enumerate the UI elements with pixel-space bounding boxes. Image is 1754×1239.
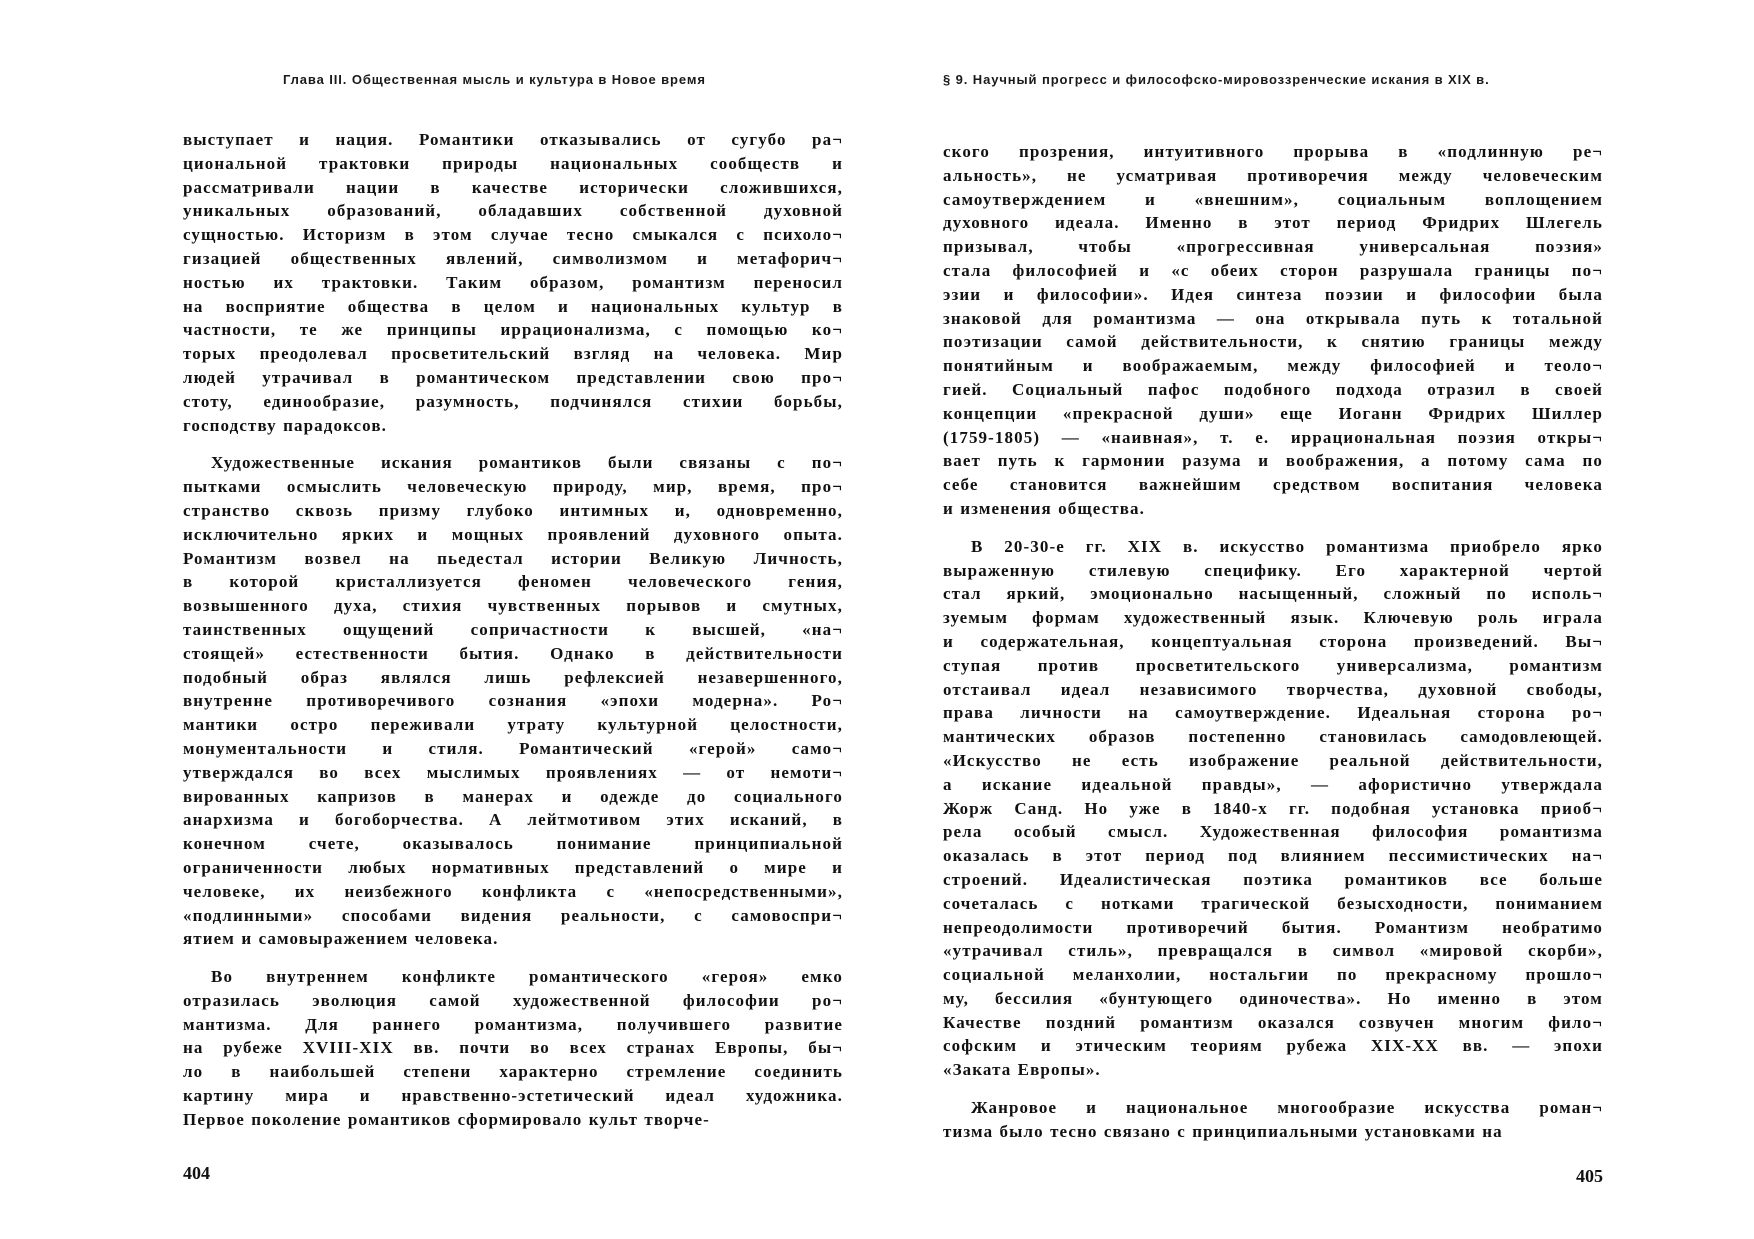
text-line: и содержательная, концептуальная сторона произведений. Вы¬ [943, 631, 1603, 651]
text-line: на восприятие общества в целом и национальных культур в [183, 296, 843, 316]
text-line: знаковой для романтизма — она открывала путь к тотальной [943, 308, 1603, 328]
text-line: на рубеже XVIII-XIX вв. почти во всех странах Европы, бы¬ [183, 1038, 843, 1058]
paragraph [943, 1096, 1603, 1144]
body-text [183, 128, 843, 1146]
text-line: исключительно ярких и мощных проявлений духовного опыта. [183, 524, 843, 544]
text-line: вает путь к гармонии разума и воображения, а потому сама по [943, 451, 1603, 471]
text-line: уникальных образований, обладавших собственной духовной [183, 201, 843, 221]
text-line: торых преодолевал просветительский взгляд на человека. Мир [183, 344, 843, 364]
text-line: ского прозрения, интуитивного прорыва в «подлинную ре¬ [943, 142, 1603, 161]
text-line: в которой кристаллизуется феномен человеческого гения, [183, 572, 843, 592]
left-page [183, 0, 843, 1239]
text-line: рела особый смысл. Художественная философия романтизма [943, 822, 1603, 842]
text-line: ограниченности любых нормативных представлений о мире и [183, 857, 843, 877]
text-line: Романтизм возвел на пьедестал истории Великую Личность, [183, 548, 843, 568]
text-line: возвышенного духа, стихия чувственных порывов и смутных, [183, 596, 843, 616]
text-line: оказалась в этот период под влиянием пессимистических на¬ [943, 846, 1603, 866]
text-line: стал яркий, эмоционально насыщенный, сложный по исполь¬ [943, 584, 1603, 604]
text-line: ло в наибольшей степени характерно стремление соединить [183, 1062, 843, 1082]
text-line: гизацией общественных явлений, символизмом и метафорич¬ [183, 248, 843, 268]
text-line: Качестве поздний романтизм оказался созвучен многим фило¬ [943, 1012, 1603, 1032]
text-line: частности, те же принципы иррационализма, с помощью ко¬ [183, 320, 843, 340]
page-number: 404 [183, 1163, 210, 1183]
text-line: самоутверждением и «внешним», социальным воплощением [943, 189, 1603, 209]
text-line: «утрачивал стиль», превращался в символ «мировой скорби», [943, 941, 1603, 961]
text-line: Жорж Санд. Но уже в 1840-х гг. подобная установка приоб¬ [943, 798, 1603, 818]
text-line: выраженную стилевую специфику. Его характерной чертой [943, 560, 1603, 580]
text-line: людей утрачивал в романтическом представлении свою про¬ [183, 367, 843, 387]
text-line: сущностью. Историзм в этом случае тесно смыкался с психоло¬ [183, 225, 843, 245]
text-line: му, бессилия «бунтующего одиночества». Но именно в этом [943, 988, 1603, 1008]
text-line: отстаивал идеал независимого творчества, духовной свободы, [943, 679, 1603, 699]
text-line: человеке, их неизбежного конфликта с «непосредственными», [183, 881, 843, 901]
text-line: себе становится важнейшим средством воспитания человека [943, 475, 1603, 495]
text-line: гией. Социальный пафос подобного подхода отразил в своей [943, 379, 1603, 399]
text-line: подобный образ являлся лишь рефлексией незавершенного, [183, 667, 843, 687]
text-line: стоту, единообразие, разумность, подчинялся стихии борьбы, [183, 391, 843, 411]
text-line: ятием и самовыражением человека. [183, 929, 499, 949]
text-line: понятийным и воображаемым, между философией и теоло¬ [943, 356, 1603, 376]
text-line: мантики остро переживали утрату культурной целостности, [183, 715, 843, 735]
text-line: (1759-1805) — «наивная», т. е. иррациональная поэзия откры¬ [943, 427, 1603, 447]
text-line: строений. Идеалистическая поэтика романтиков все больше [943, 869, 1603, 889]
text-line: внутренне противоречивого сознания «эпохи модерна». Ро¬ [183, 691, 843, 711]
text-line: рассматривали нации в качестве исторически сложившихся, [183, 177, 843, 197]
text-line: а искание идеальной правды», — афористично утверждала [943, 774, 1603, 794]
right-page [943, 0, 1603, 1239]
text-line: ностью их трактовки. Таким образом, романтизм переносил [183, 272, 843, 292]
text-line: монументальности и стиля. Романтический «герой» само¬ [183, 738, 843, 758]
text-line: вированных капризов в манерах и одежде до социального [183, 786, 843, 806]
text-line: поэтизации самой действительности, к снятию границы между [943, 332, 1603, 352]
text-line: права личности на самоутверждение. Идеальная сторона ро¬ [943, 703, 1603, 723]
running-head: § 9. Научный прогресс и философско-мировоззренческие искания в XIX в. [943, 72, 1490, 87]
paragraph [943, 535, 1603, 1082]
paragraph [183, 965, 843, 1132]
text-line: пытками осмыслить человеческую природу, мир, время, про¬ [183, 477, 843, 497]
text-line: Художественные искания романтиков были связаны с по¬ [211, 453, 843, 473]
paragraph [183, 451, 843, 951]
text-line: социальной меланхолии, ностальгии по прекрасному прошло¬ [943, 965, 1603, 985]
text-line: Во внутреннем конфликте романтического «героя» емко [211, 967, 843, 987]
text-line: отразилась эволюция самой художественной философии ро¬ [183, 990, 843, 1010]
text-line: мантизма. Для раннего романтизма, получившего развитие [183, 1014, 843, 1034]
paragraph [943, 140, 1603, 521]
text-line: зуемым формам художественный язык. Ключевую роль играла [943, 608, 1603, 628]
text-line: господству парадоксов. [183, 415, 387, 435]
text-line: непреодолимости противоречий бытия. Романтизм необратимо [943, 917, 1603, 937]
text-line: Первое поколение романтиков сформировало культ творче- [183, 1109, 710, 1129]
text-line: альность», не усматривая противоречия между человеческим [943, 165, 1603, 185]
text-line: странство сквозь призму глубоко интимных и, одновременно, [183, 500, 843, 520]
text-line: мантических образов постепенно становилась самодовлеющей. [943, 727, 1603, 747]
text-line: «Заката Европы». [943, 1060, 1101, 1080]
text-line: таинственных ощущений сопричастности к высшей, «на¬ [183, 619, 843, 639]
text-line: Жанровое и национальное многообразие искусства роман¬ [971, 1098, 1603, 1118]
text-line: анархизма и богоборчества. А лейтмотивом этих исканий, в [183, 810, 843, 830]
text-line: стала философией и «с обеих сторон разрушала границы по¬ [943, 260, 1603, 280]
text-line: софским и этическим теориям рубежа XIX-XX вв. — эпохи [943, 1036, 1603, 1056]
text-line: В 20-30-е гг. XIX в. искусство романтизма приобрело ярко [971, 536, 1603, 556]
text-line: конечном счете, оказывалось понимание принципиальной [183, 834, 843, 854]
text-line: стоящей» естественности бытия. Однако в действительности [183, 643, 843, 663]
text-line: сочеталась с нотками трагической безысходности, пониманием [943, 893, 1603, 913]
body-text [943, 140, 1603, 1158]
text-line: картину мира и нравственно-эстетический идеал художника. [183, 1086, 843, 1106]
text-line: тизма было тесно связано с принципиальными установками на [943, 1121, 1503, 1141]
text-line: циональной трактовки природы национальных сообществ и [183, 153, 843, 173]
text-line: утверждался во всех мыслимых проявлениях — от немоти¬ [183, 762, 843, 782]
text-line: эзии и философии». Идея синтеза поэзии и философии была [943, 284, 1603, 304]
text-line: «Искусство не есть изображение реальной действительности, [943, 750, 1603, 770]
text-line: концепции «прекрасной души» еще Иоганн Фридрих Шиллер [943, 403, 1603, 423]
text-line: духовного идеала. Именно в этот период Фридрих Шлегель [943, 213, 1603, 233]
text-line: выступает и нация. Романтики отказывались от сугубо ра¬ [183, 130, 843, 149]
paragraph [183, 128, 843, 437]
running-head: Глава III. Общественная мысль и культура в Новое время [283, 72, 706, 87]
page-number: 405 [1576, 1166, 1603, 1186]
text-line: призывал, чтобы «прогрессивная универсальная поэзия» [943, 237, 1603, 257]
text-line: ступая против просветительского универсализма, романтизм [943, 655, 1603, 675]
text-line: «подлинными» способами видения реальности, с самовоспри¬ [183, 905, 843, 925]
text-line: и изменения общества. [943, 498, 1145, 518]
